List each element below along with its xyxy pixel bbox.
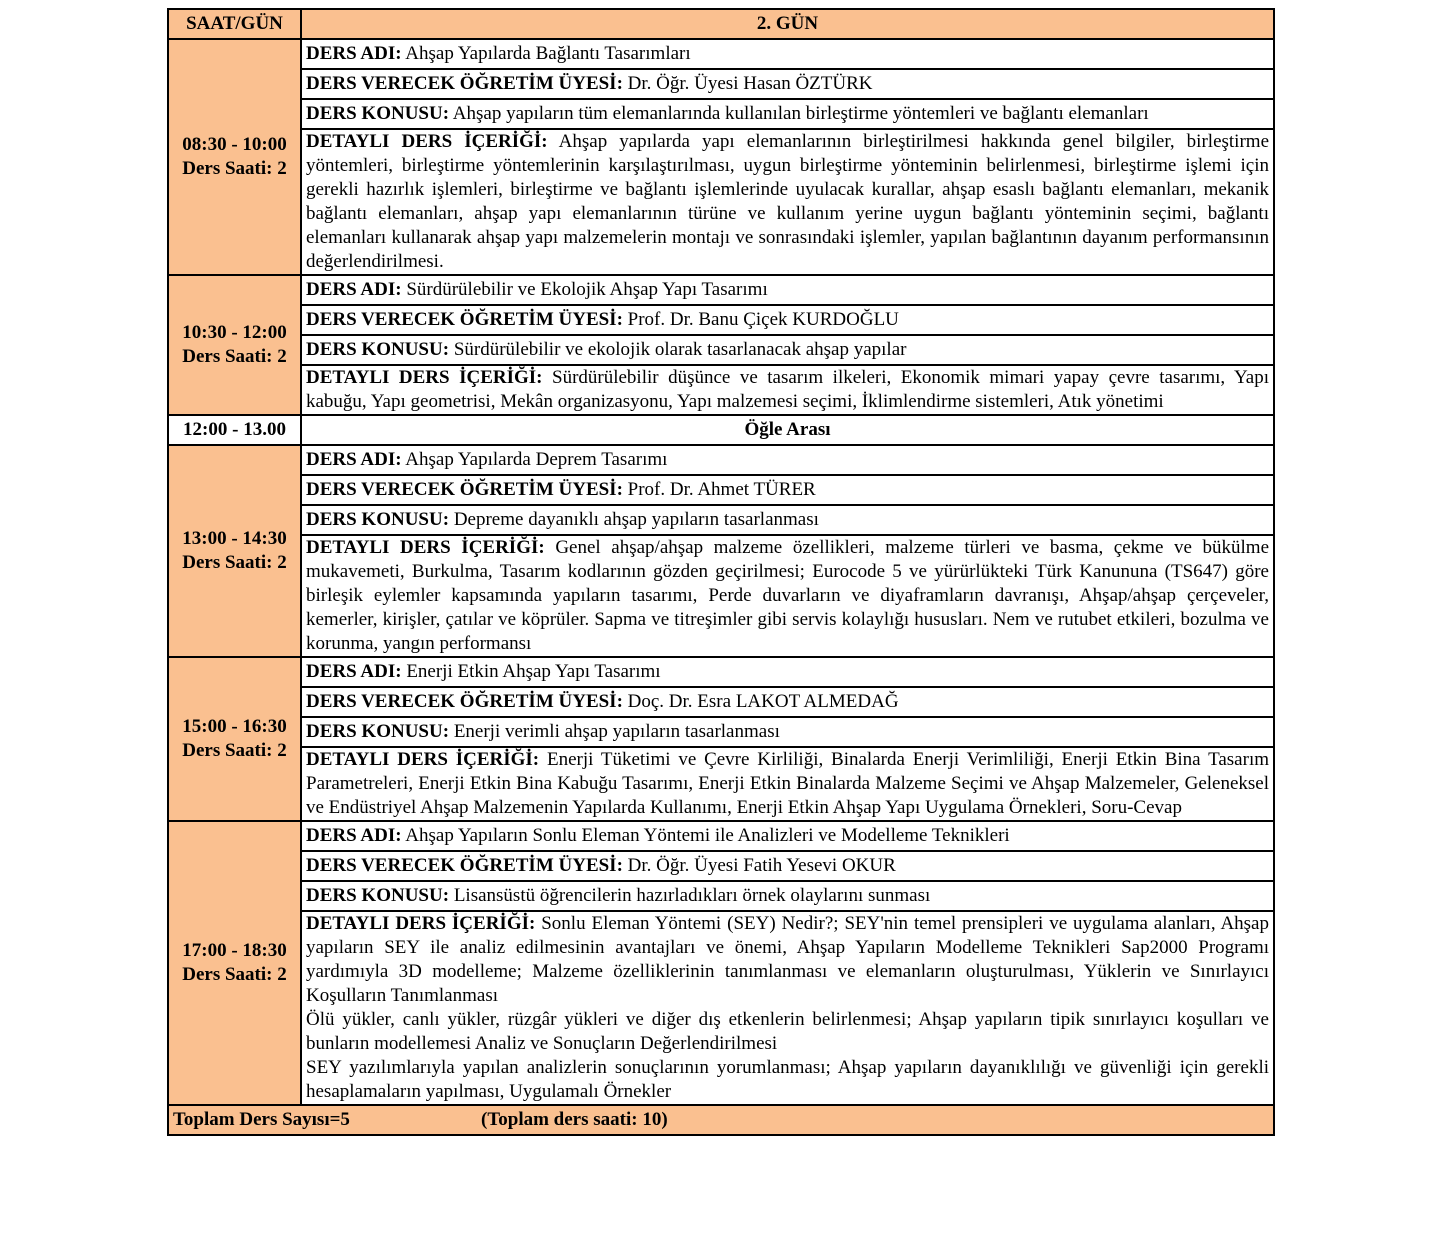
session-field-row <box>168 99 1274 129</box>
detail-paragraph: SEY yazılımlarıyla yapılan analizlerin sonuçlarının yorumlanması; Ahşap yapıların dayanıklılığı ve güvenliği için gerekli hesaplamaların yapılması, Uygulamalı Örnekler <box>306 1057 1269 1102</box>
detail-paragraph: Enerji Tüketimi ve Çevre Kirliliği, Binalarda Enerji Verimliliği, Enerji Etkin Bina Tasarım Parametreleri, Enerji Etkin Bina Kabuğu Tasarımı, Enerji Etkin Binalarda Malzeme Seçimi ve Ahşap Malzemeler, Geleneksel ve Endüstriyel Ahşap Malzemenin Yapılarda Kullanımı, Enerji Etkin Ahşap Yapı Uygulama Örnekleri, Soru-Cevap <box>306 749 1270 818</box>
session-detail-cell <box>301 365 1274 415</box>
session-name-cell <box>301 39 1274 69</box>
field-label: DERS VERECEK ÖĞRETİM ÜYESİ: <box>306 73 623 94</box>
session-topic-value: Enerji verimli ahşap yapıların tasarlanması <box>453 721 780 742</box>
session-field-row <box>168 475 1274 505</box>
session-field-row <box>168 335 1274 365</box>
total-course-count: Toplam Ders Sayısı=5 <box>173 1109 350 1130</box>
field-label: DETAYLI DERS İÇERİĞİ: <box>306 913 536 934</box>
session-topic-value: Lisansüstü öğrencilerin hazırladıkları örnek olaylarını sunması <box>453 885 931 906</box>
footer-row <box>168 1105 1274 1135</box>
session-field-row <box>168 365 1274 415</box>
session-field-row <box>168 69 1274 99</box>
lunch-time: 12:00 - 13.00 <box>168 415 301 445</box>
session-field-row <box>168 747 1274 821</box>
field-label: DERS ADI: <box>306 825 402 846</box>
session-hours: Ders Saati: 2 <box>182 158 287 179</box>
session-instructor-cell <box>301 851 1274 881</box>
detail-paragraph: Sonlu Eleman Yöntemi (SEY) Nedir?; SEY'nin temel prensipleri ve uygulama alanları, Ahşap yapıların SEY ile analiz edilmesinin avantajları ve önemi, Ahşap Yapıların Modelleme Teknikleri Sap2000 Programı yardımıyla 3D modelleme; Malzeme özelliklerinin tanımlanması ve elemanların oluşturulması, Yüklerin ve Sınırlayıcı Koşulların Tanımlanması <box>306 913 1269 1006</box>
session-instructor-value: Dr. Öğr. Üyesi Hasan ÖZTÜRK <box>627 73 873 94</box>
session-field-row <box>168 535 1274 657</box>
session-time: 08:30 - 10:00 <box>182 134 287 155</box>
session-name-cell <box>301 821 1274 851</box>
session-hours: Ders Saati: 2 <box>182 740 287 761</box>
session-hours: Ders Saati: 2 <box>182 346 287 367</box>
session-hours: Ders Saati: 2 <box>182 552 287 573</box>
session-field-row <box>168 505 1274 535</box>
lunch-row <box>168 415 1274 445</box>
session-name-value: Sürdürülebilir ve Ekolojik Ahşap Yapı Tasarımı <box>406 279 768 300</box>
lunch-label: Öğle Arası <box>301 415 1274 445</box>
session-field-row <box>168 881 1274 911</box>
session-name-value: Ahşap Yapılarda Deprem Tasarımı <box>405 449 668 470</box>
session-name-value: Enerji Etkin Ahşap Yapı Tasarımı <box>406 661 661 682</box>
session-instructor-cell <box>301 475 1274 505</box>
session-field-row <box>168 657 1274 687</box>
session-time: 10:30 - 12:00 <box>182 322 287 343</box>
session-field-row <box>168 129 1274 275</box>
session-topic-value: Ahşap yapıların tüm elemanlarında kullanılan birleştirme yöntemleri ve bağlantı elemanları <box>452 103 1149 124</box>
schedule-body <box>168 9 1274 1135</box>
session-topic-cell <box>301 99 1274 129</box>
session-instructor-value: Doç. Dr. Esra LAKOT ALMEDAĞ <box>627 691 899 712</box>
session-field-row <box>168 445 1274 475</box>
session-topic-cell <box>301 505 1274 535</box>
field-label: DERS ADI: <box>306 279 402 300</box>
session-field-row <box>168 39 1274 69</box>
total-course-hours: (Toplam ders saati: 10) <box>481 1109 668 1130</box>
session-time: 17:00 - 18:30 <box>182 940 287 961</box>
field-label: DERS ADI: <box>306 43 402 64</box>
session-name-value: Ahşap Yapıların Sonlu Eleman Yöntemi ile Analizleri ve Modelleme Teknikleri <box>405 825 1010 846</box>
session-topic-cell <box>301 335 1274 365</box>
detail-paragraph: Sürdürülebilir düşünce ve tasarım ilkeleri, Ekonomik mimari yapay çevre tasarımı, Yapı kabuğu, Yapı geometrisi, Mekân organizasyonu, Yapı malzemesi seçimi, İklimlendirme sistemleri, Atık yönetimi <box>306 367 1269 412</box>
field-label: DERS KONUSU: <box>306 339 450 360</box>
session-time-cell <box>168 275 301 415</box>
session-time-cell <box>168 821 301 1105</box>
field-label: DETAYLI DERS İÇERİĞİ: <box>306 537 545 558</box>
session-instructor-value: Prof. Dr. Banu Çiçek KURDOĞLU <box>627 309 899 330</box>
field-label: DETAYLI DERS İÇERİĞİ: <box>306 131 548 152</box>
session-time: 13:00 - 14:30 <box>182 528 287 549</box>
session-time-cell <box>168 39 301 275</box>
session-field-row <box>168 687 1274 717</box>
header-row <box>168 9 1274 39</box>
session-detail-cell <box>301 747 1274 821</box>
field-label: DERS ADI: <box>306 661 402 682</box>
session-topic-value: Depreme dayanıklı ahşap yapıların tasarlanması <box>453 509 819 530</box>
session-field-row <box>168 911 1274 1105</box>
session-name-cell <box>301 445 1274 475</box>
session-instructor-cell <box>301 687 1274 717</box>
session-topic-value: Sürdürülebilir ve ekolojik olarak tasarlanacak ahşap yapılar <box>453 339 907 360</box>
footer-cell <box>168 1105 1274 1135</box>
session-time: 15:00 - 16:30 <box>182 716 287 737</box>
field-label: DERS VERECEK ÖĞRETİM ÜYESİ: <box>306 855 623 876</box>
session-instructor-value: Prof. Dr. Ahmet TÜRER <box>627 479 816 500</box>
session-detail-cell <box>301 129 1274 275</box>
session-name-cell <box>301 657 1274 687</box>
session-time-cell <box>168 657 301 821</box>
field-label: DERS KONUSU: <box>306 885 450 906</box>
field-label: DERS KONUSU: <box>306 103 450 124</box>
session-detail-cell <box>301 911 1274 1105</box>
field-label: DERS KONUSU: <box>306 509 450 530</box>
detail-paragraph: Ölü yükler, canlı yükler, rüzgâr yükleri ve diğer dış etkenlerin belirlenmesi; Ahşap yapıların tipik sınırlayıcı koşulları ve bunların modellemesi Analiz ve Sonuçların Değerlendirilmesi <box>306 1009 1269 1054</box>
session-field-row <box>168 821 1274 851</box>
schedule-table <box>167 8 1275 1136</box>
field-label: DERS ADI: <box>306 449 402 470</box>
time-column-header: SAAT/GÜN <box>168 9 301 39</box>
session-field-row <box>168 305 1274 335</box>
session-hours: Ders Saati: 2 <box>182 964 287 985</box>
detail-paragraph: Ahşap yapılarda yapı elemanlarının birleştirilmesi hakkında genel bilgiler, birleştirme yöntemleri, birleştirme yöntemlerinin karşılaştırılması, uygun birleştirme yönteminin belirlenmesi, birleştirme işlemi için gerekli hazırlık işlemleri, birleştirme ve bağlantı işlemlerinde uyulacak kurallar, ahşap esaslı bağlantı elemanları, mekanik bağlantı elemanları, ahşap yapı elemanlarının türüne ve kullanım yerine uygun bağlantı yönteminin seçimi, bağlantı elemanları kullanarak ahşap yapı malzemelerin montajı ve sonrasındaki işlemler, yapılan bağlantının dayanım performansının değerlendirilmesi. <box>306 131 1269 272</box>
session-instructor-cell <box>301 69 1274 99</box>
field-label: DERS VERECEK ÖĞRETİM ÜYESİ: <box>306 479 623 500</box>
field-label: DERS VERECEK ÖĞRETİM ÜYESİ: <box>306 309 623 330</box>
session-topic-cell <box>301 881 1274 911</box>
session-instructor-value: Dr. Öğr. Üyesi Fatih Yesevi OKUR <box>627 855 896 876</box>
field-label: DERS VERECEK ÖĞRETİM ÜYESİ: <box>306 691 623 712</box>
session-topic-cell <box>301 717 1274 747</box>
session-name-value: Ahşap Yapılarda Bağlantı Tasarımları <box>405 43 691 64</box>
field-label: DERS KONUSU: <box>306 721 450 742</box>
field-label: DETAYLI DERS İÇERİĞİ: <box>306 367 543 388</box>
detail-paragraph: Genel ahşap/ahşap malzeme özellikleri, malzeme türleri ve basma, çekme ve bükülme mukavemeti, Burkulma, Tasarım kodlarının gözden geçirilmesi; Eurocode 5 ve yürürlükteki Türk Kanununa (TS647) göre birleşik eylemler kapsamında yapıların tasarımı, Perde duvarların ve diyaframların davranışı, Ahşap/ahşap çerçeveler, kemerler, kirişler, çatılar ve köprüler. Sapma ve titreşimler gibi servis kolaylığı hususları. Nem ve rutubet etkileri, bozulma ve korunma, yangın performansı <box>306 537 1269 654</box>
session-name-cell <box>301 275 1274 305</box>
day-column-header: 2. GÜN <box>301 9 1274 39</box>
field-label: DETAYLI DERS İÇERİĞİ: <box>306 749 540 770</box>
session-field-row <box>168 717 1274 747</box>
session-field-row <box>168 851 1274 881</box>
session-time-cell <box>168 445 301 657</box>
session-detail-cell <box>301 535 1274 657</box>
session-field-row <box>168 275 1274 305</box>
session-instructor-cell <box>301 305 1274 335</box>
